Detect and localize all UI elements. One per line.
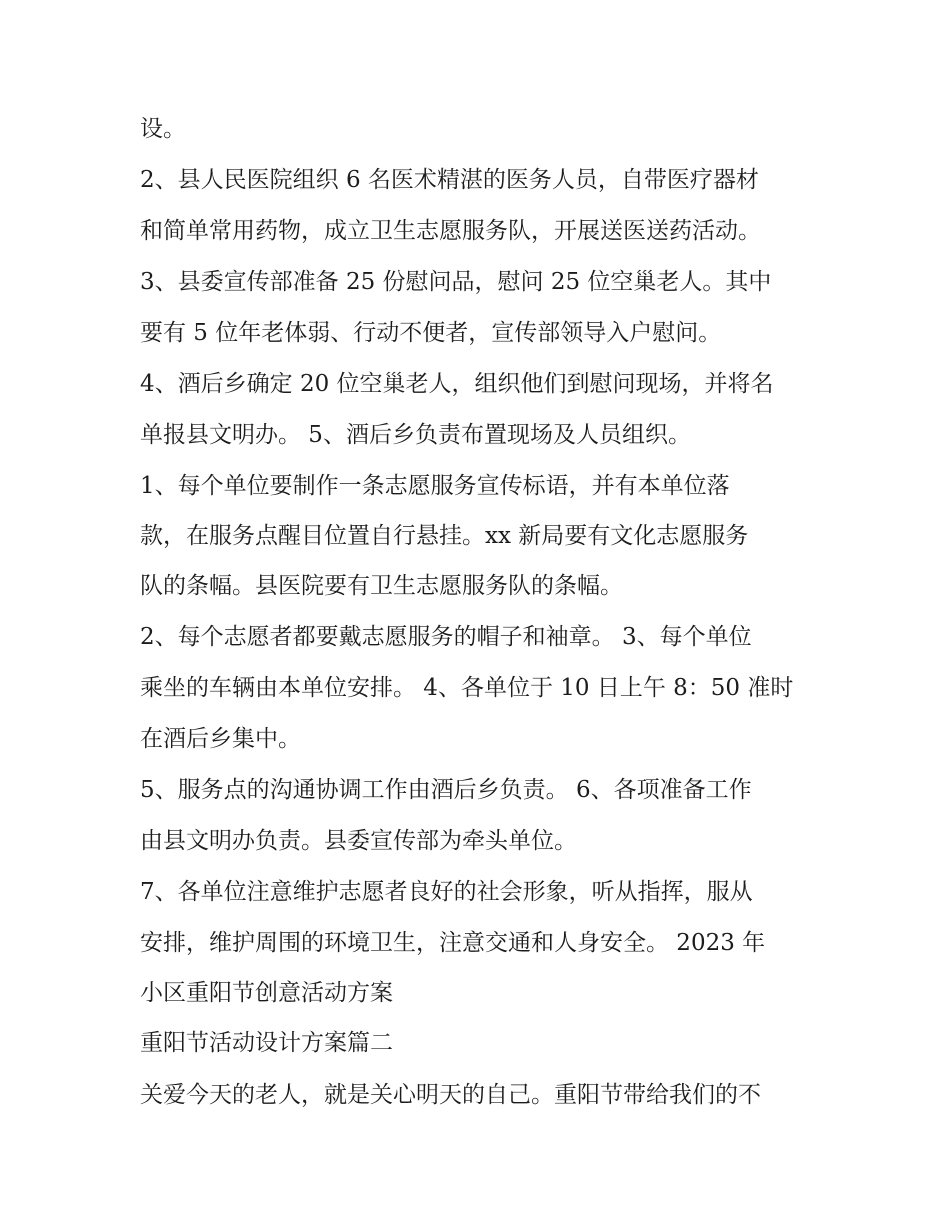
text-line: 由县文明办负责。县委宣传部为牵头单位。	[140, 828, 577, 854]
text-line: 1、每个单位要制作一条志愿服务宣传标语，并有本单位落	[140, 473, 730, 499]
text-line: 和简单常用药物，成立卫生志愿服务队，开展送医送药活动。	[140, 218, 761, 244]
text-line: 4、酒后乡确定 20 位空巢老人，组织他们到慰问现场，并将名	[140, 371, 774, 397]
text-line: 2、每个志愿者都要戴志愿服务的帽子和袖章。 3、每个单位	[140, 624, 752, 650]
text-line: 小区重阳节创意活动方案	[140, 980, 393, 1006]
text-line: 单报县文明办。 5、酒后乡负责布置现场及人员组织。	[140, 422, 691, 448]
text-line: 乘坐的车辆由本单位安排。 4、各单位于 10 日上午 8：50 准时	[140, 675, 794, 701]
text-line: 要有 5 位年老体弱、行动不便者，宣传部领导入户慰问。	[140, 320, 722, 346]
text-line: 3、县委宣传部准备 25 份慰问品，慰问 25 位空巢老人。其中	[140, 269, 772, 295]
text-line: 5、服务点的沟通协调工作由酒后乡负责。 6、各项准备工作	[140, 777, 752, 803]
section-heading: 重阳节活动设计方案篇二	[140, 1030, 393, 1056]
text-line: 安排，维护周围的环境卫生，注意交通和人身安全。 2023 年	[140, 930, 766, 956]
text-line: 款，在服务点醒目位置自行悬挂。xx 新局要有文化志愿服务	[140, 523, 749, 549]
text-line: 设。	[140, 116, 186, 142]
text-line: 2、县人民医院组织 6 名医术精湛的医务人员，自带医疗器材	[140, 167, 759, 193]
text-line: 关爱今天的老人，就是关心明天的自己。重阳节带给我们的不	[140, 1082, 761, 1108]
text-line: 在酒后乡集中。	[140, 726, 301, 752]
text-line: 队的条幅。县医院要有卫生志愿服务队的条幅。	[140, 573, 623, 599]
text-line: 7、各单位注意维护志愿者良好的社会形象，听从指挥，服从	[140, 879, 753, 905]
